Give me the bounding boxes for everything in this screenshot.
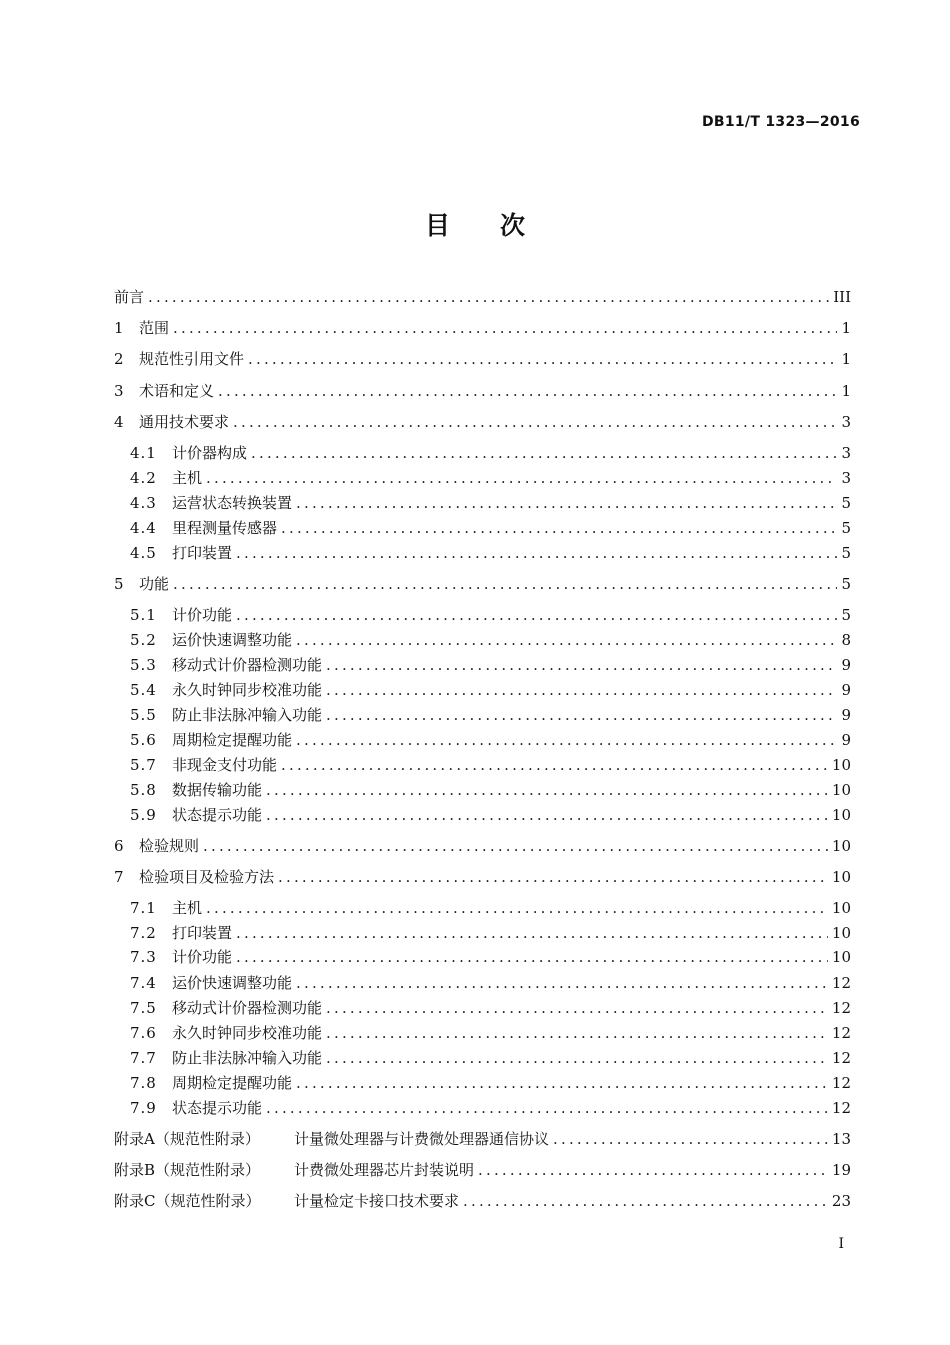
toc-entry-page: 12	[831, 1049, 851, 1067]
toc-entry-page: 3	[841, 469, 851, 487]
toc-entry-number: 7.2	[130, 924, 157, 942]
toc-entry-number: 7.6	[130, 1024, 157, 1042]
toc-entry-page: 5	[841, 606, 851, 624]
toc-entry[interactable]	[130, 754, 851, 776]
toc-entry-page: 13	[831, 1130, 851, 1148]
toc-entry-label: 主机	[172, 899, 203, 917]
toc-leader-dots	[296, 629, 837, 651]
toc-entry-label: 打印装置	[172, 544, 233, 562]
toc-entry[interactable]	[114, 573, 851, 595]
toc-entry-label: 永久时钟同步校准功能	[172, 681, 323, 699]
toc-entry-page: 1	[841, 319, 851, 337]
toc-entry[interactable]	[114, 380, 851, 402]
toc-entry-number: 7.4	[130, 974, 157, 992]
toc-entry[interactable]	[114, 835, 851, 857]
document-code: DB11/T 1323—2016	[701, 114, 860, 130]
toc-appendix-prefix: 附录A（规范性附录）	[114, 1130, 260, 1148]
toc-entry-number: 4.5	[130, 544, 157, 562]
toc-entry-page: 19	[831, 1161, 851, 1179]
toc-entry-number: 5.2	[130, 631, 157, 649]
toc-leader-dots	[326, 997, 828, 1019]
toc-entry-page: III	[833, 288, 851, 306]
toc-entry[interactable]	[130, 972, 851, 994]
toc-leader-dots	[296, 729, 837, 751]
toc-entry-number: 5.8	[130, 781, 157, 799]
toc-leader-dots	[203, 835, 828, 857]
toc-entry-number: 7.7	[130, 1049, 157, 1067]
toc-entry[interactable]	[130, 729, 851, 751]
toc-entry[interactable]	[130, 542, 851, 564]
toc-entry-label: 运价快速调整功能	[172, 974, 293, 992]
toc-entry-number: 4.4	[130, 519, 157, 537]
toc-entry-label: 计量检定卡接口技术要求	[294, 1192, 460, 1210]
toc-entry-label: 检验项目及检验方法	[139, 868, 275, 886]
toc-entry-number: 1	[114, 319, 124, 337]
toc-entry[interactable]	[130, 654, 851, 676]
toc-entry-number: 4.1	[130, 444, 157, 462]
toc-leader-dots	[281, 754, 828, 776]
toc-entry-label: 状态提示功能	[172, 1099, 263, 1117]
toc-entry-label: 移动式计价器检测功能	[172, 656, 323, 674]
toc-entry-page: 9	[841, 656, 851, 674]
toc-entry-label: 通用技术要求	[139, 413, 230, 431]
toc-entry[interactable]	[130, 629, 851, 651]
toc-leader-dots	[236, 604, 837, 626]
toc-entry-page: 5	[841, 519, 851, 537]
toc-entry-label: 运营状态转换装置	[172, 494, 293, 512]
toc-entry-label: 打印装置	[172, 924, 233, 942]
toc-entry[interactable]	[130, 517, 851, 539]
toc-leader-dots	[266, 1097, 828, 1119]
toc-leader-dots	[266, 804, 828, 826]
toc-appendix-entry[interactable]	[114, 1128, 851, 1150]
toc-entry-number: 5	[114, 575, 124, 593]
toc-entry[interactable]	[130, 492, 851, 514]
toc-entry-number: 7	[114, 868, 124, 886]
toc-entry-number: 7.1	[130, 899, 157, 917]
toc-entry[interactable]	[130, 704, 851, 726]
toc-entry-page: 3	[841, 444, 851, 462]
toc-entry-number: 4	[114, 413, 124, 431]
toc-entry-label: 移动式计价器检测功能	[172, 999, 323, 1017]
toc-entry-number: 7.3	[130, 948, 157, 966]
toc-leader-dots	[266, 779, 828, 801]
toc-entry-label: 计价功能	[172, 606, 233, 624]
toc-entry-number: 2	[114, 350, 124, 368]
toc-appendix-entry[interactable]	[114, 1190, 851, 1212]
toc-appendix-prefix: 附录B（规范性附录）	[114, 1161, 261, 1179]
toc-entry-label: 防止非法脉冲输入功能	[172, 1049, 323, 1067]
toc-leader-dots	[463, 1190, 828, 1212]
toc-entry-number: 5.3	[130, 656, 157, 674]
toc-entry-number: 5.1	[130, 606, 157, 624]
toc-entry-label: 计价器构成	[172, 444, 248, 462]
toc-leader-dots	[278, 866, 828, 888]
toc-entry-label: 规范性引用文件	[139, 350, 245, 368]
toc-entry-page: 5	[841, 544, 851, 562]
toc-entry-number: 7.5	[130, 999, 157, 1017]
toc-leader-dots	[326, 679, 837, 701]
toc-entry-page: 10	[831, 806, 851, 824]
toc-entry-page: 12	[831, 1024, 851, 1042]
toc-entry[interactable]	[114, 317, 851, 339]
toc-entry-page: 10	[831, 756, 851, 774]
toc-entry-number: 5.5	[130, 706, 157, 724]
toc-entry-label: 状态提示功能	[172, 806, 263, 824]
toc-entry-page: 5	[841, 575, 851, 593]
toc-leader-dots	[478, 1159, 828, 1181]
toc-entry-number: 5.9	[130, 806, 157, 824]
toc-entry[interactable]	[130, 604, 851, 626]
toc-entry[interactable]	[114, 411, 851, 433]
toc-entry[interactable]	[130, 442, 851, 464]
toc-leader-dots	[296, 492, 837, 514]
toc-entry-page: 12	[831, 974, 851, 992]
toc-entry[interactable]	[130, 922, 851, 944]
toc-leader-dots	[281, 517, 837, 539]
toc-entry-label: 周期检定提醒功能	[172, 731, 293, 749]
toc-leader-dots	[326, 1022, 828, 1044]
toc-entry[interactable]	[114, 866, 851, 888]
toc-entry[interactable]	[130, 1022, 851, 1044]
toc-entry-number: 5.7	[130, 756, 157, 774]
toc-entry-page: 10	[831, 781, 851, 799]
toc-leader-dots	[206, 467, 837, 489]
toc-entry-number: 3	[114, 382, 124, 400]
toc-entry-page: 23	[831, 1192, 851, 1210]
toc-leader-dots	[326, 1047, 828, 1069]
toc-leader-dots	[248, 348, 837, 370]
toc-entry-number: 4.3	[130, 494, 157, 512]
toc-title	[0, 206, 950, 242]
toc-entry-label: 前言	[114, 288, 145, 306]
toc-leader-dots	[148, 286, 829, 308]
toc-entry-number: 7.9	[130, 1099, 157, 1117]
toc-entry-page: 8	[841, 631, 851, 649]
toc-entry[interactable]	[130, 804, 851, 826]
toc-entry-page: 10	[831, 948, 851, 966]
toc-entry-label: 里程测量传感器	[172, 519, 278, 537]
toc-entry[interactable]	[130, 467, 851, 489]
toc-leader-dots	[173, 317, 837, 339]
toc-entry-label: 数据传输功能	[172, 781, 263, 799]
toc-entry[interactable]	[130, 946, 851, 968]
toc-entry-label: 检验规则	[139, 837, 200, 855]
toc-entry-page: 10	[831, 837, 851, 855]
toc-entry[interactable]	[114, 348, 851, 370]
toc-entry-page: 1	[841, 382, 851, 400]
toc-entry-page: 9	[841, 706, 851, 724]
toc-entry-number: 4.2	[130, 469, 157, 487]
toc-entry-page: 1	[841, 350, 851, 368]
toc-leader-dots	[236, 922, 828, 944]
toc-leader-dots	[236, 946, 828, 968]
toc-entry[interactable]	[130, 1047, 851, 1069]
toc-entry-label: 防止非法脉冲输入功能	[172, 706, 323, 724]
toc-entry[interactable]	[130, 779, 851, 801]
toc-leader-dots	[296, 1072, 828, 1094]
toc-entry-label: 计费微处理器芯片封装说明	[294, 1161, 475, 1179]
toc-entry-page: 12	[831, 999, 851, 1017]
toc-leader-dots	[251, 442, 837, 464]
toc-entry-label: 功能	[139, 575, 170, 593]
toc-entry-page: 3	[841, 413, 851, 431]
toc-leader-dots	[233, 411, 837, 433]
toc-entry-number: 5.4	[130, 681, 157, 699]
toc-entry-label: 计量微处理器与计费微处理器通信协议	[294, 1130, 550, 1148]
toc-leader-dots	[296, 972, 828, 994]
toc-appendix-entry[interactable]	[114, 1159, 851, 1181]
toc-entry[interactable]	[130, 997, 851, 1019]
toc-entry-page: 12	[831, 1074, 851, 1092]
toc-entry-number: 7.8	[130, 1074, 157, 1092]
toc-entry[interactable]	[130, 1097, 851, 1119]
toc-entry-page: 10	[831, 899, 851, 917]
toc-entry-number: 5.6	[130, 731, 157, 749]
toc-entry-label: 主机	[172, 469, 203, 487]
toc-entry-label: 术语和定义	[139, 382, 215, 400]
toc-entry-page: 10	[831, 868, 851, 886]
toc-entry-label: 永久时钟同步校准功能	[172, 1024, 323, 1042]
toc-leader-dots	[236, 542, 837, 564]
toc-entry-page: 12	[831, 1099, 851, 1117]
toc-entry-page: 9	[841, 681, 851, 699]
toc-entry-page: 10	[831, 924, 851, 942]
toc-entry[interactable]	[130, 679, 851, 701]
toc-entry[interactable]	[114, 286, 851, 308]
toc-entry-label: 范围	[139, 319, 170, 337]
toc-entry-label: 运价快速调整功能	[172, 631, 293, 649]
toc-entry-label: 非现金支付功能	[172, 756, 278, 774]
toc-title-char-2: 次	[500, 211, 526, 240]
toc-leader-dots	[553, 1128, 828, 1150]
toc-entry-number: 6	[114, 837, 124, 855]
toc-leader-dots	[218, 380, 837, 402]
page-number: I	[838, 1236, 844, 1252]
toc-entry-label: 计价功能	[172, 948, 233, 966]
toc-leader-dots	[326, 704, 837, 726]
toc-entry[interactable]	[130, 1072, 851, 1094]
toc-entry-label: 周期检定提醒功能	[172, 1074, 293, 1092]
toc-appendix-prefix: 附录C（规范性附录）	[114, 1192, 261, 1210]
toc-entry[interactable]	[130, 897, 851, 919]
toc-entry-page: 5	[841, 494, 851, 512]
toc-entry-page: 9	[841, 731, 851, 749]
toc-leader-dots	[326, 654, 837, 676]
toc-leader-dots	[173, 573, 837, 595]
toc-leader-dots	[206, 897, 828, 919]
toc-title-char-1: 目	[424, 211, 450, 240]
